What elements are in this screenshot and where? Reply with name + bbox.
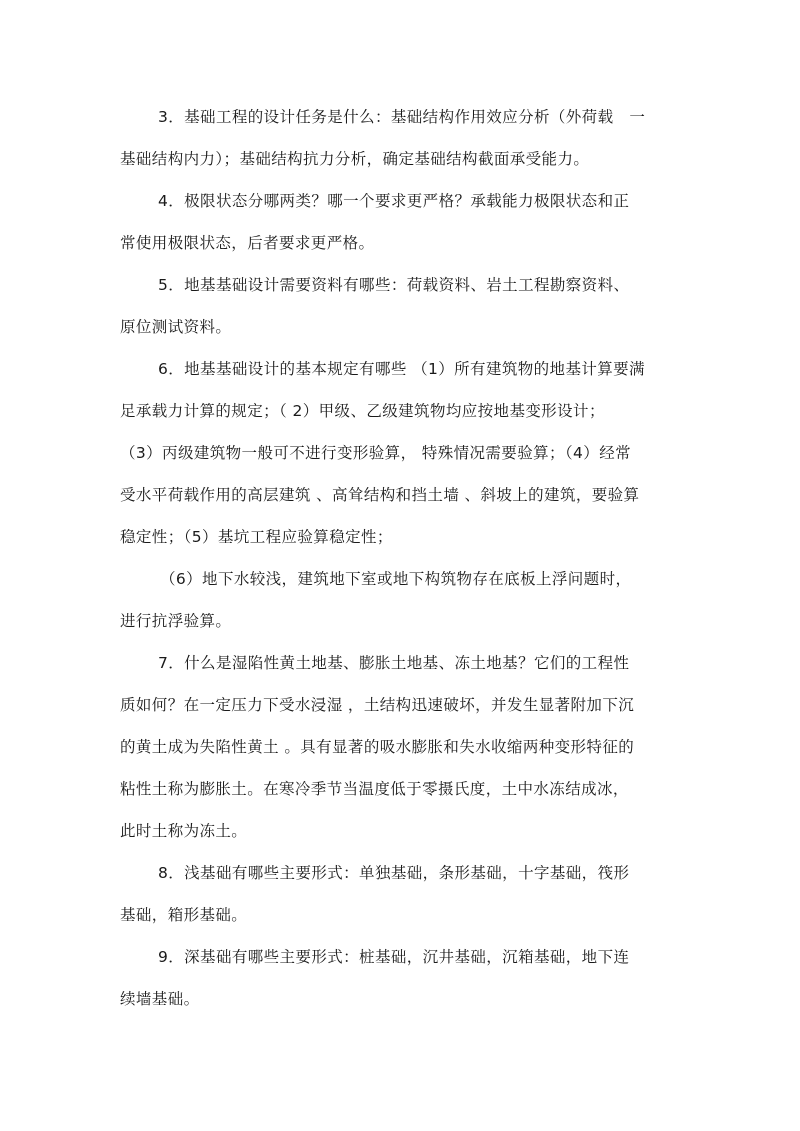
q6-line-5: 稳定性；（5）基坑工程应验算稳定性； [120, 528, 393, 546]
q5-line-2: 原位测试资料。 [120, 318, 232, 336]
q4-line-1: 4．极限状态分哪两类？哪一个要求更严格？承载能力极限状态和正 [158, 192, 630, 210]
q6-line-2: 足承载力计算的规定；（ 2）甲级、乙级建筑物均应按地基变形设计； [120, 402, 605, 420]
q9-line-2: 续墙基础。 [120, 990, 200, 1008]
q6-line-4: 受水平荷载作用的高层建筑 、高耸结构和挡土墙 、斜坡上的建筑，要验算 [120, 486, 640, 504]
q6-line-3: （3）丙级建筑物一般可不进行变形验算， 特殊情况需要验算；（4）经常 [120, 444, 632, 462]
q5-line-1: 5．地基基础设计需要资料有哪些：荷载资料、岩土工程勘察资料、 [158, 276, 630, 294]
q7-line-3: 的黄土成为失陷性黄土 。具有显著的吸水膨胀和失水收缩两种变形特征的 [120, 738, 635, 756]
q7-line-1: 7．什么是湿陷性黄土地基、膨胀土地基、冻土地基？它们的工程性 [158, 654, 630, 672]
q7-line-4: 粘性土称为膨胀土。在寒冷季节当温度低于零摄氏度，土中水冻结成冰， [120, 780, 629, 798]
q7-line-5: 此时土称为冻土。 [120, 822, 248, 840]
q9-line-1: 9．深基础有哪些主要形式：桩基础，沉井基础，沉箱基础，地下连 [158, 948, 630, 966]
q6-line-1: 6．地基基础设计的基本规定有哪些 （1）所有建筑物的地基计算要满 [158, 360, 645, 378]
q6-line-6: （6）地下水较浅，建筑地下室或地下构筑物存在底板上浮问题时， [160, 570, 632, 588]
q4-line-2: 常使用极限状态，后者要求更严格。 [120, 234, 375, 252]
q6-line-7: 进行抗浮验算。 [120, 612, 232, 630]
q3-line-1: 3．基础工程的设计任务是什么：基础结构作用效应分析（外荷载 一 [158, 108, 646, 126]
q8-line-1: 8．浅基础有哪些主要形式：单独基础，条形基础，十字基础，筏形 [158, 864, 630, 882]
q3-line-2: 基础结构内力）；基础结构抗力分析，确定基础结构截面承受能力。 [120, 150, 590, 168]
q8-line-2: 基础，箱形基础。 [120, 906, 248, 924]
q7-line-2: 质如何？在一定压力下受水浸湿 ，土结构迅速破坏，并发生显著附加下沉 [120, 696, 635, 714]
